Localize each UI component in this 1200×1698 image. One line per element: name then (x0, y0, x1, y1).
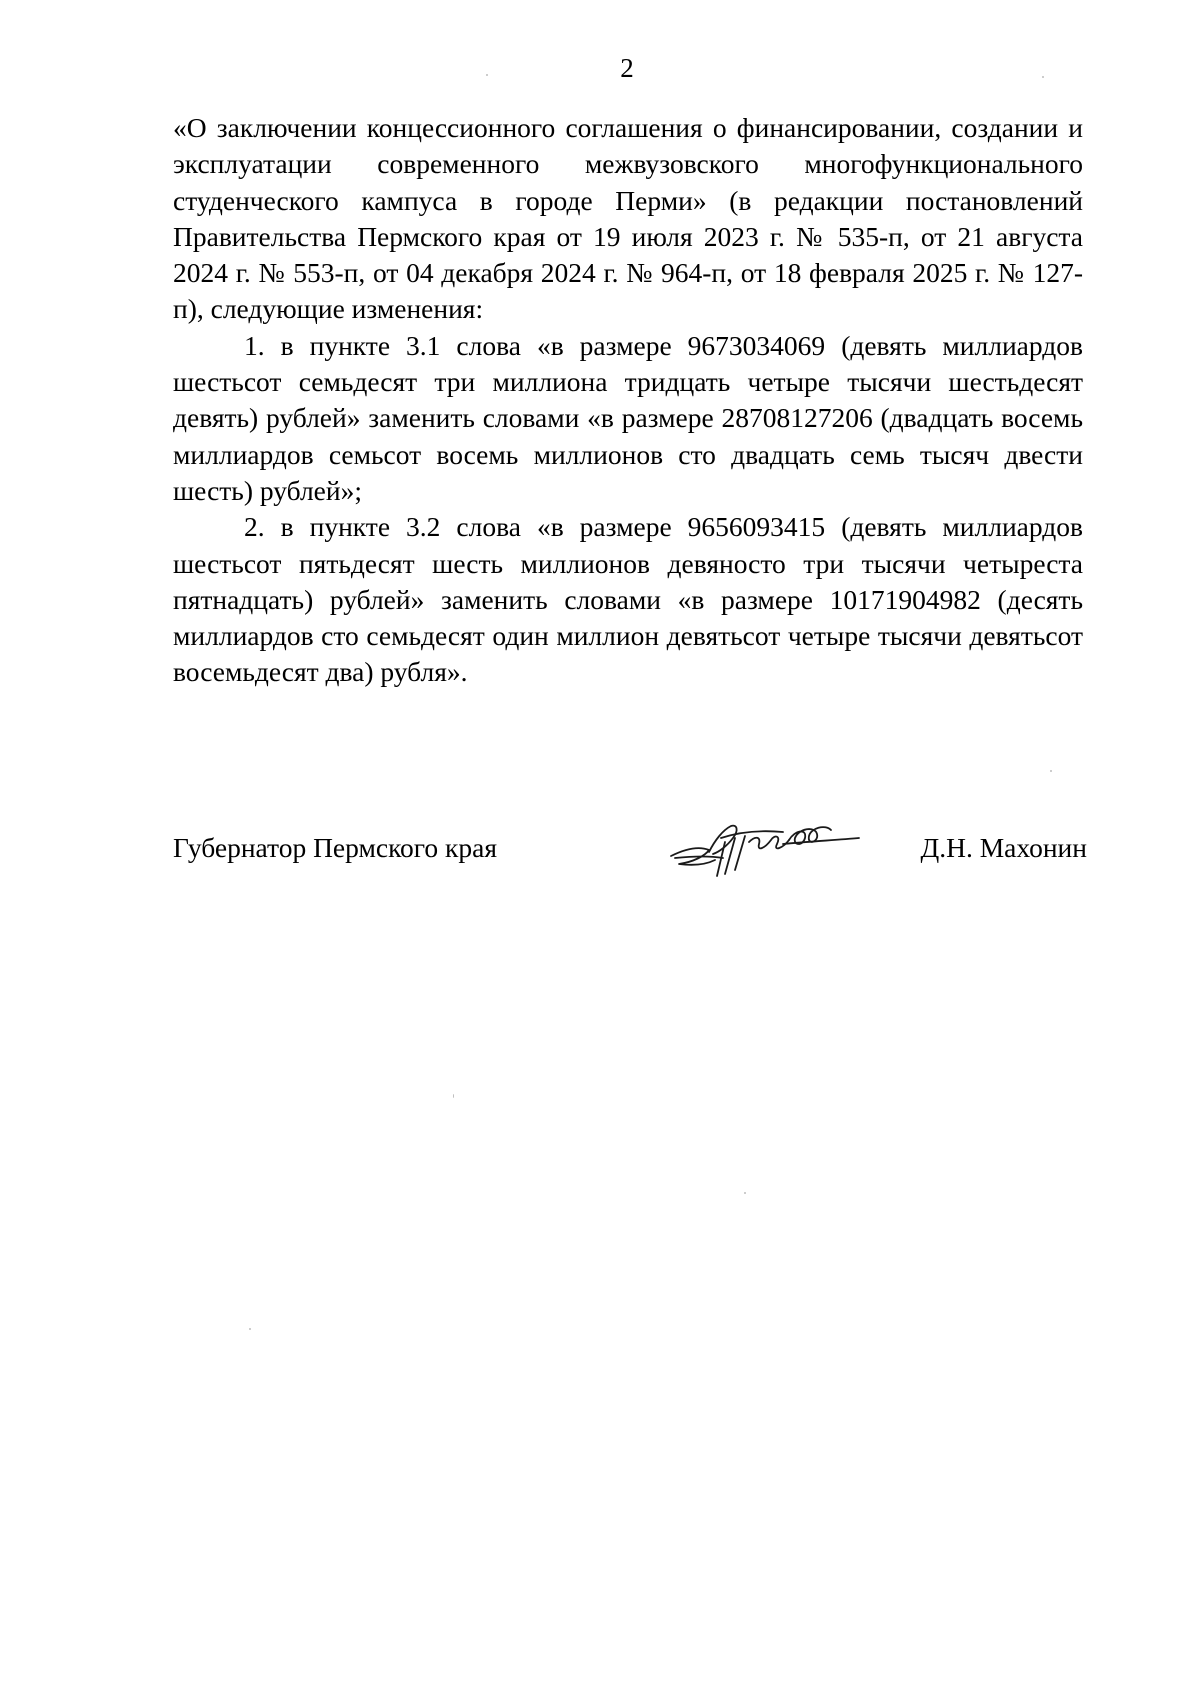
paragraph-item-1: 1. в пункте 3.1 слова «в размере 9673034069 (девять миллиардов шестьсот семьдесят три миллиона тридцать четыре тысячи шестьдесят девять) рублей» заменить словами «в размере 28708127206 (двадцать восемь миллиардов семьсот восемь миллионов сто двадцать семь тысяч двести шесть) рублей»; (173, 329, 1083, 506)
scan-speck (1042, 76, 1044, 78)
page-number: 2 (620, 53, 634, 83)
signatory-title: Губернатор Пермского края (173, 832, 497, 863)
scan-speck (486, 74, 488, 76)
signature-block (173, 826, 1087, 886)
scan-speck (453, 1094, 454, 1098)
handwritten-signature (665, 812, 865, 892)
paragraph-item-2: 2. в пункте 3.2 слова «в размере 9656093415 (девять миллиардов шестьсот пятьдесят шесть миллионов девяносто три тысячи четыреста пятнадцать) рублей» заменить словами «в размере 10171904982 (десять миллиардов сто семьдесят один миллион девятьсот четыре тысячи девятьсот восемьдесят два) рубля». (173, 511, 1083, 688)
document-body (173, 110, 1083, 691)
scan-speck (1050, 770, 1052, 772)
scan-speck (249, 1328, 251, 1330)
paragraph-preamble: «О заключении концессионного соглашения о финансировании, создании и эксплуатации современного межвузовского многофункционального студенческого кампуса в городе Перми» (в редакции постановлений Правительства Пермского края от 19 июля 2023 г. № 535-п, от 21 августа 2024 г. № 553-п, от 04 декабря 2024 г. № 964-п, от 18 февраля 2025 г. № 127-п), следующие изменения: (173, 112, 1083, 325)
signatory-name: Д.Н. Махонин (920, 832, 1087, 863)
scan-speck (744, 1192, 746, 1194)
